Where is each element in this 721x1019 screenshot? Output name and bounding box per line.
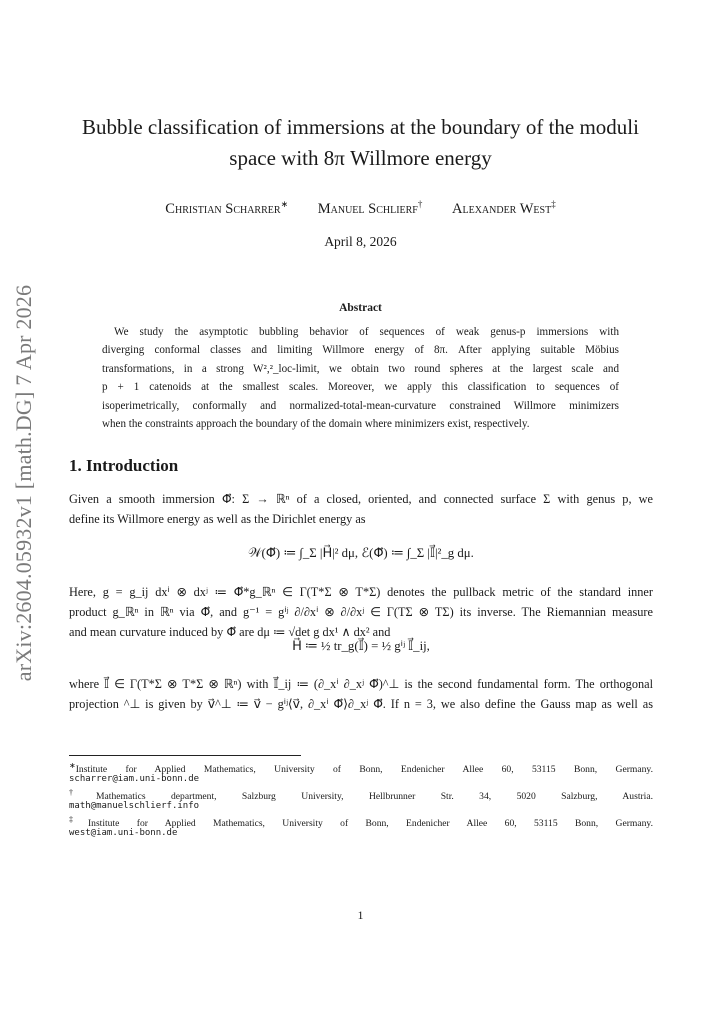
- paper-title: [70, 112, 651, 174]
- author-list: [70, 199, 651, 218]
- author-scharrer: Christian Scharrer∗: [165, 199, 289, 217]
- page-number: 1: [357, 908, 364, 922]
- abstract-line: p + 1 catenoids at the smallest scales. Moreover, we apply this classification to sequences of: [102, 381, 619, 394]
- footnote-affiliation: ∗Institute for Applied Mathematics, University of Bonn, Endenicher Allee 60, 53115 Bonn, Germany.: [69, 761, 653, 776]
- body-line: product g_ℝⁿ in ℝⁿ via Φ⃗, and g⁻¹ = gⁱʲ ∂/∂xⁱ ⊗ ∂/∂xʲ ∈ Γ(TΣ ⊗ TΣ) its inverse. The Riemannian measure: [69, 605, 653, 619]
- arxiv-sidebar: [6, 284, 42, 682]
- arxiv-identifier: arXiv:2604.05932v1 [math.DG] 7 Apr 2026: [11, 284, 36, 682]
- footnote-affiliation: ‡Institute for Applied Mathematics, University of Bonn, Endenicher Allee 60, 53115 Bonn, Germany.: [69, 815, 653, 830]
- body-line: Given a smooth immersion Φ⃗: Σ → ℝⁿ of a closed, oriented, and connected surface Σ with genus p, we: [69, 492, 653, 506]
- body-line: define its Willmore energy as well as the Dirichlet energy as: [69, 512, 366, 526]
- footnotes: [69, 759, 653, 840]
- abstract-body: [102, 323, 619, 433]
- paragraph-1: [69, 492, 653, 532]
- equation-willmore-dirichlet: 𝒲(Φ⃗) ≔ ∫_Σ |H⃗|² dμ, ℰ(Φ⃗) ≔ ∫_Σ |𝕀⃗|²_g dμ.: [248, 546, 474, 560]
- body-line: Here, g = g_ij dxⁱ ⊗ dxʲ ≔ Φ⃗*g_ℝⁿ ∈ Γ(T*Σ ⊗ T*Σ) denotes the pullback metric of the standard inner: [69, 585, 653, 599]
- body-line: where 𝕀⃗ ∈ Γ(T*Σ ⊗ T*Σ ⊗ ℝⁿ) with 𝕀⃗_ij ≔ (∂_xⁱ ∂_xʲ Φ⃗)^⊥ is the second fundamental form. The orthogonal: [69, 677, 653, 691]
- abstract-line: diverging conformal classes and limiting Willmore energy of 8π. After applying suitable Möbius: [102, 344, 619, 357]
- footnote-rule: [69, 755, 301, 756]
- title-line-1: Bubble classification of immersions at the boundary of the moduli: [82, 115, 639, 139]
- paragraph-2: [69, 585, 653, 645]
- footnote-email[interactable]: math@manuelschlierf.info: [69, 800, 200, 811]
- abstract-heading: Abstract: [339, 302, 382, 314]
- author-schlierf: Manuel Schlierf†: [317, 199, 423, 217]
- section-heading-introduction: 1. Introduction: [69, 456, 179, 475]
- publication-date: April 8, 2026: [324, 234, 397, 249]
- equation-mean-curvature: H⃗ ≔ ½ tr_g(𝕀⃗) = ½ gⁱʲ 𝕀⃗_ij,: [292, 639, 430, 653]
- body-line: projection ^⊥ is given by v⃗^⊥ ≔ v⃗ − gⁱʲ⟨v⃗, ∂_xⁱ Φ⃗⟩∂_xʲ Φ⃗. If n = 3, we also define the Gauss map as well as: [69, 697, 653, 711]
- footnote-email[interactable]: west@iam.uni-bonn.de: [69, 827, 178, 838]
- paragraph-3: [69, 677, 653, 717]
- footnote-affiliation: †Mathematics department, Salzburg University, Hellbrunner Str. 34, 5020 Salzburg, Austria.: [69, 788, 654, 803]
- title-line-2: space with 8π Willmore energy: [229, 146, 492, 170]
- abstract-line: when the constraints approach the boundary of the domain where minimizers exist, respectively.: [102, 417, 530, 430]
- body-line: and mean curvature induced by Φ⃗ are dμ ≔ √det g dx¹ ∧ dx² and: [69, 625, 391, 639]
- abstract-line: We study the asymptotic bubbling behavior of sequences of weak genus-p immersions with: [114, 326, 619, 338]
- abstract-line: isoperimetrically, conformally and normalized-total-mean-curvature constrained Willmore minimizers: [102, 399, 619, 412]
- author-west: Alexander West‡: [452, 199, 556, 217]
- abstract-line: transformations, in a strong W²,²_loc-limit, we obtain two round spheres at the largest scale and: [102, 362, 619, 375]
- footnote-email[interactable]: scharrer@iam.uni-bonn.de: [69, 773, 200, 784]
